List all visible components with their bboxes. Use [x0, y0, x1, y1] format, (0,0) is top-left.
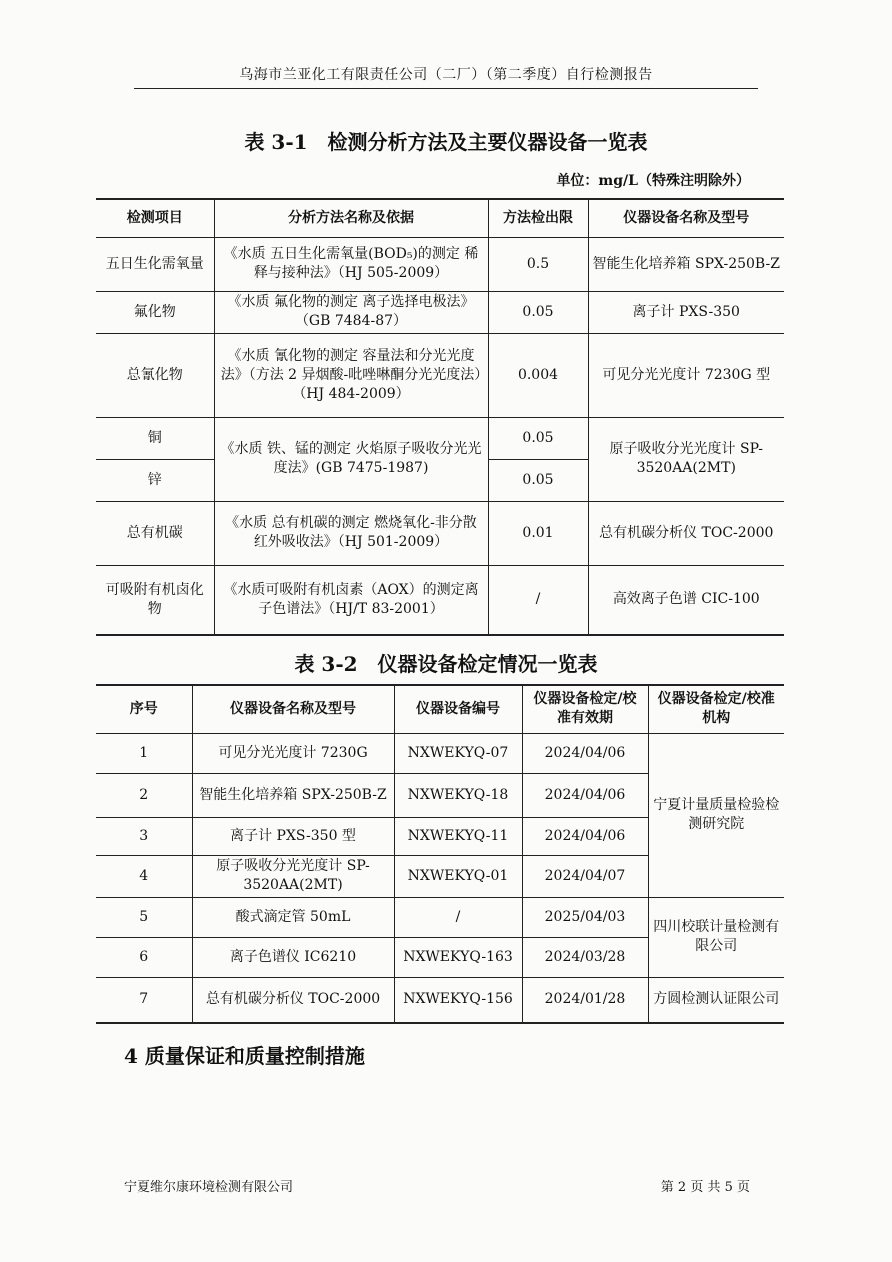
table-row — [96, 501, 784, 565]
method-cell: 《水质 五日生化需氧量(BOD₅)的测定 稀释与接种法》（HJ 505-2009） — [214, 237, 488, 291]
no-cell: 3 — [96, 817, 192, 855]
footer-page-number: 第 2 页 共 5 页 — [660, 1180, 750, 1195]
limit-cell: 0.05 — [488, 291, 588, 333]
date-cell: 2024/04/06 — [522, 817, 648, 855]
name-cell: 离子计 PXS-350 型 — [192, 817, 394, 855]
name-cell: 原子吸收分光光度计 SP-3520AA(2MT) — [192, 855, 394, 897]
org-cell: 宁夏计量质量检验检测研究院 — [648, 733, 784, 897]
item-cell: 五日生化需氧量 — [96, 237, 214, 291]
col-header: 检测项目 — [96, 199, 214, 237]
name-cell: 离子色谱仪 IC6210 — [192, 937, 394, 977]
code-cell: NXWEKYQ-18 — [394, 773, 522, 817]
instrument-cell: 高效离子色谱 CIC-100 — [588, 565, 784, 635]
method-cell: 《水质 铁、锰的测定 火焰原子吸收分光光度法》(GB 7475-1987) — [214, 417, 488, 501]
item-cell: 可吸附有机卤化物 — [96, 565, 214, 635]
item-cell: 总氰化物 — [96, 333, 214, 417]
code-cell: / — [394, 897, 522, 937]
col-header: 仪器设备名称及型号 — [588, 199, 784, 237]
calibration-table — [96, 684, 784, 1024]
table-row — [96, 417, 784, 459]
instrument-cell: 原子吸收分光光度计 SP-3520AA(2MT) — [588, 417, 784, 501]
code-cell: NXWEKYQ-07 — [394, 733, 522, 773]
table-header-row — [96, 685, 784, 733]
col-header: 仪器设备名称及型号 — [192, 685, 394, 733]
footer-company: 宁夏维尔康环境检测有限公司 — [124, 1180, 294, 1195]
org-cell: 四川校联计量检测有限公司 — [648, 897, 784, 977]
date-cell: 2024/04/06 — [522, 733, 648, 773]
table-row — [96, 333, 784, 417]
col-header: 序号 — [96, 685, 192, 733]
table2-title: 表 3-2 仪器设备检定情况一览表 — [294, 652, 598, 676]
limit-cell: 0.05 — [488, 417, 588, 459]
instrument-cell: 智能生化培养箱 SPX-250B-Z — [588, 237, 784, 291]
item-cell: 总有机碳 — [96, 501, 214, 565]
report-header: 乌海市兰亚化工有限责任公司（二厂）（第二季度）自行检测报告 — [239, 67, 653, 83]
limit-cell: / — [488, 565, 588, 635]
no-cell: 2 — [96, 773, 192, 817]
instrument-cell: 可见分光光度计 7230G 型 — [588, 333, 784, 417]
date-cell: 2024/04/07 — [522, 855, 648, 897]
table-header-row — [96, 199, 784, 237]
limit-cell: 0.5 — [488, 237, 588, 291]
col-header: 方法检出限 — [488, 199, 588, 237]
date-cell: 2024/04/06 — [522, 773, 648, 817]
date-cell: 2024/03/28 — [522, 937, 648, 977]
no-cell: 5 — [96, 897, 192, 937]
name-cell: 总有机碳分析仪 TOC-2000 — [192, 977, 394, 1023]
instrument-cell: 离子计 PXS-350 — [588, 291, 784, 333]
method-cell: 《水质 氟化物的测定 离子选择电极法》（GB 7484-87） — [214, 291, 488, 333]
limit-cell: 0.01 — [488, 501, 588, 565]
no-cell: 7 — [96, 977, 192, 1023]
table1-title: 表 3-1 检测分析方法及主要仪器设备一览表 — [244, 130, 648, 154]
limit-cell: 0.004 — [488, 333, 588, 417]
name-cell: 酸式滴定管 50mL — [192, 897, 394, 937]
item-cell: 氟化物 — [96, 291, 214, 333]
table-row — [96, 897, 784, 937]
code-cell: NXWEKYQ-156 — [394, 977, 522, 1023]
org-cell: 方圆检测认证限公司 — [648, 977, 784, 1023]
table-row — [96, 565, 784, 635]
unit-note: 单位：mg/L（特殊注明除外） — [556, 173, 750, 189]
table-row — [96, 237, 784, 291]
col-header: 仪器设备检定/校准机构 — [648, 685, 784, 733]
col-header: 分析方法名称及依据 — [214, 199, 488, 237]
item-cell: 铜 — [96, 417, 214, 459]
method-cell: 《水质 总有机碳的测定 燃烧氧化-非分散红外吸收法》（HJ 501-2009） — [214, 501, 488, 565]
table-row — [96, 733, 784, 773]
item-cell: 锌 — [96, 459, 214, 501]
limit-cell: 0.05 — [488, 459, 588, 501]
table-row — [96, 291, 784, 333]
name-cell: 智能生化培养箱 SPX-250B-Z — [192, 773, 394, 817]
no-cell: 1 — [96, 733, 192, 773]
col-header: 仪器设备检定/校准有效期 — [522, 685, 648, 733]
no-cell: 4 — [96, 855, 192, 897]
section-heading: 4 质量保证和质量控制措施 — [124, 1044, 365, 1068]
table-row — [96, 977, 784, 1023]
name-cell: 可见分光光度计 7230G — [192, 733, 394, 773]
method-cell: 《水质 氰化物的测定 容量法和分光光度法》（方法 2 异烟酸-吡唑啉酮分光光度法）（HJ 484-2009） — [214, 333, 488, 417]
no-cell: 6 — [96, 937, 192, 977]
code-cell: NXWEKYQ-163 — [394, 937, 522, 977]
header-rule — [134, 88, 758, 89]
date-cell: 2024/01/28 — [522, 977, 648, 1023]
date-cell: 2025/04/03 — [522, 897, 648, 937]
code-cell: NXWEKYQ-11 — [394, 817, 522, 855]
col-header: 仪器设备编号 — [394, 685, 522, 733]
method-cell: 《水质可吸附有机卤素（AOX）的测定离子色谱法》（HJ/T 83-2001） — [214, 565, 488, 635]
instrument-cell: 总有机碳分析仪 TOC-2000 — [588, 501, 784, 565]
method-table — [96, 198, 784, 636]
code-cell: NXWEKYQ-01 — [394, 855, 522, 897]
